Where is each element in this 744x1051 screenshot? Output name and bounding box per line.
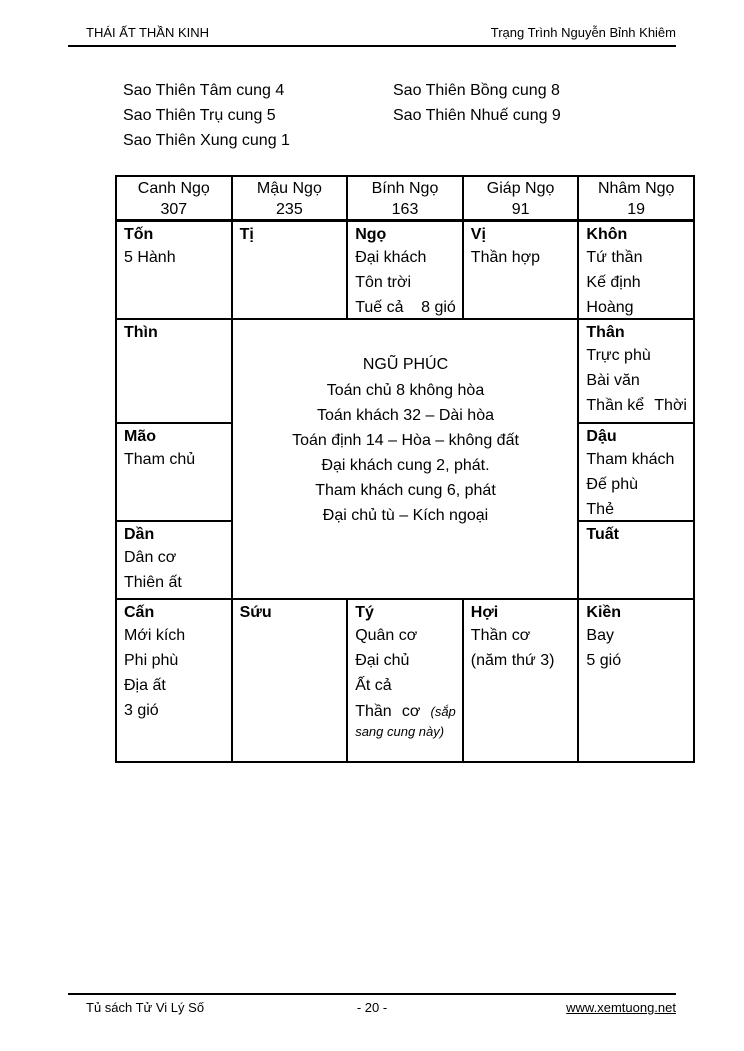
cell-line: Dân cơ	[124, 549, 177, 566]
cell-line: Bài văn	[586, 372, 640, 389]
cell-vi	[464, 222, 580, 320]
cell-line	[355, 295, 456, 320]
cell-dau	[579, 424, 695, 522]
cell-line: Bay	[586, 627, 614, 644]
cell-suu	[233, 600, 349, 763]
cell-line: (năm thứ 3)	[470, 652, 555, 669]
star-row	[123, 103, 561, 128]
page-header	[68, 20, 676, 47]
cell-line: Thẻ	[586, 501, 614, 518]
year-number: 235	[276, 201, 303, 218]
cell-note-italic: (sắp sang cung này)	[355, 704, 456, 739]
year-name: Canh Ngọ	[137, 180, 210, 197]
cell-line-right: Thời	[654, 397, 687, 414]
cell-line: Địa ất	[124, 677, 166, 694]
summary-line: Toán chủ 8 không hòa	[326, 382, 485, 399]
branch-title: Thân	[586, 324, 625, 341]
cell-ty	[348, 600, 464, 763]
summary-title: NGŨ PHÚC	[362, 356, 449, 373]
cell-note-text: Thần cơ	[355, 703, 421, 720]
cell-line-left: Thần kể	[586, 397, 645, 414]
star-item: Sao Thiên Trụ cung 5	[123, 107, 276, 124]
year-name: Nhâm Ngọ	[597, 180, 675, 197]
cell-line: Tham chủ	[124, 451, 196, 468]
branch-title: Khôn	[586, 226, 628, 243]
cell-line: 3 gió	[124, 702, 159, 719]
year-header-mau-ngo	[233, 177, 349, 222]
header-book-title: THÁI ẤT THẦN KINH	[86, 25, 210, 40]
header-author: Trạng Trình Nguyễn Bỉnh Khiêm	[490, 25, 676, 40]
branch-title: Cấn	[124, 604, 155, 621]
cell-ngo	[348, 222, 464, 320]
branch-title: Vị	[470, 226, 486, 243]
cell-thin	[117, 320, 233, 424]
footer-page-number: - 20 -	[356, 1000, 388, 1015]
summary-line: Toán định 14 – Hòa – không đất	[292, 432, 519, 449]
cell-line: Thiên ất	[124, 574, 182, 591]
cell-khon	[579, 222, 695, 320]
cell-line: Tham khách	[586, 451, 675, 468]
cell-line: Hoàng	[586, 299, 634, 316]
year-number: 19	[627, 201, 646, 218]
cell-line-left: Tuế cả	[355, 299, 404, 316]
star-item: Sao Thiên Bồng cung 8	[393, 82, 560, 99]
cell-line: 5 Hành	[124, 249, 176, 266]
year-number: 307	[160, 201, 188, 218]
cell-dan	[117, 522, 233, 600]
cell-line: Quân cơ	[355, 627, 418, 644]
branch-title: Tý	[355, 604, 374, 621]
cell-mao	[117, 424, 233, 522]
cell-line: Đế phù	[586, 476, 638, 493]
branch-title: Mão	[124, 428, 156, 445]
cell-line: Phi phù	[124, 652, 179, 669]
star-item: Sao Thiên Nhuế cung 9	[393, 107, 561, 124]
cell-than	[579, 320, 695, 424]
cell-line: Tôn trời	[355, 274, 412, 291]
cell-line: Mới kích	[124, 627, 186, 644]
cell-line: Thần hợp	[470, 249, 540, 266]
star-list	[123, 78, 561, 153]
summary-line: Đại chủ tù – Kích ngoại	[322, 507, 489, 524]
year-number: 91	[511, 201, 530, 218]
summary-line: Tham khách cung 6, phát	[315, 482, 496, 499]
star-row	[123, 78, 561, 103]
star-item: Sao Thiên Xung cung 1	[123, 132, 290, 149]
year-name: Giáp Ngọ	[486, 180, 555, 197]
branch-title: Tị	[239, 226, 254, 243]
cell-hoi	[464, 600, 580, 763]
cell-line: Trực phù	[586, 347, 651, 364]
footer-series-title: Tủ sách Tử Vi Lý Số	[86, 1000, 205, 1015]
cell-line: Đại chủ	[355, 652, 410, 669]
branch-title: Sứu	[239, 604, 272, 621]
cell-tuat	[579, 522, 695, 600]
summary-line: Toán khách 32 – Dài hòa	[316, 407, 494, 424]
year-header-nham-ngo	[579, 177, 695, 222]
branch-title: Dậu	[586, 428, 617, 445]
year-name: Bính Ngọ	[371, 180, 439, 197]
star-item: Sao Thiên Tâm cung 4	[123, 82, 285, 99]
cell-line	[586, 393, 687, 418]
branch-title: Kiền	[586, 604, 622, 621]
footer-site-link[interactable]: www.xemtuong.net	[566, 1000, 676, 1015]
cell-line: 5 gió	[586, 652, 622, 669]
year-header-binh-ngo	[348, 177, 464, 222]
year-header-giap-ngo	[464, 177, 580, 222]
cell-kien	[579, 600, 695, 763]
cell-line: Đại khách	[355, 249, 427, 266]
cell-ti	[233, 222, 349, 320]
summary-line: Đại khách cung 2, phát.	[321, 457, 490, 474]
branch-title: Tốn	[124, 226, 154, 243]
page-footer	[68, 993, 676, 1019]
branch-title: Tuất	[586, 526, 619, 543]
branch-title: Dần	[124, 526, 155, 543]
branch-title: Hợi	[470, 604, 499, 621]
cell-line: Tứ thần	[586, 249, 643, 266]
branch-title: Ngọ	[355, 226, 387, 243]
cell-ton	[117, 222, 233, 320]
branch-title: Thìn	[124, 324, 158, 341]
cell-can	[117, 600, 233, 763]
cell-line: Kế định	[586, 274, 641, 291]
year-header-canh-ngo	[117, 177, 233, 222]
year-name: Mậu Ngọ	[256, 180, 322, 197]
star-row	[123, 128, 561, 153]
center-summary-cell	[233, 320, 580, 600]
year-chart-table	[115, 175, 695, 763]
cell-line: Thần cơ	[470, 627, 531, 644]
year-number: 163	[391, 201, 419, 218]
cell-note	[355, 702, 456, 742]
cell-line: Ất cả	[355, 677, 392, 694]
cell-line-right: 8 gió	[421, 299, 456, 316]
